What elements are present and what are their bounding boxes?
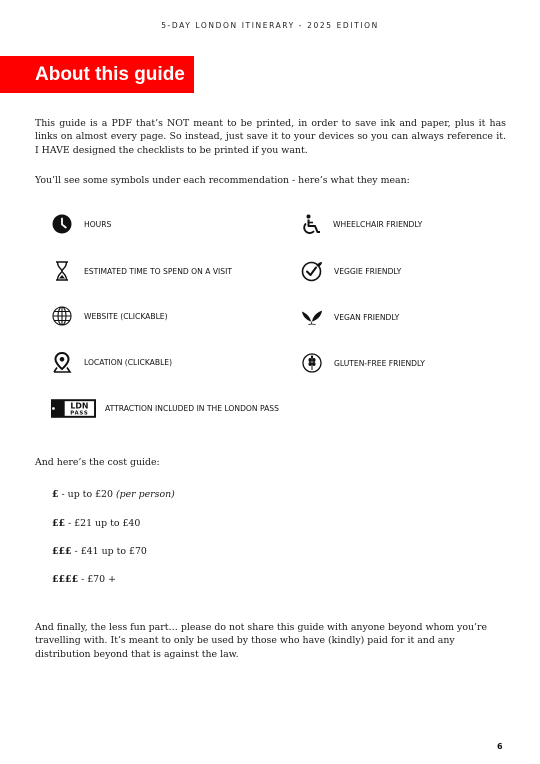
ldn-pass-icon (51, 399, 96, 418)
symbol-label-london-pass: ATTRACTION INCLUDED IN THE LONDON PASS (105, 404, 279, 413)
symbol-label-hours: HOURS (84, 219, 112, 229)
symbol-location (51, 351, 172, 373)
symbol-london-pass (51, 399, 279, 418)
clock-icon (51, 213, 73, 235)
page-title: About this guide (35, 64, 185, 85)
symbol-gluten (301, 352, 425, 374)
wheelchair-icon (301, 213, 323, 235)
vegan-leaf-icon (301, 306, 323, 328)
symbols-intro: You’ll see some symbols under each recommendation - here’s what they mean: (35, 175, 410, 186)
cost-intro: And here’s the cost guide: (35, 457, 160, 468)
globe-icon (51, 305, 73, 327)
symbol-label-veggie: VEGGIE FRIENDLY (334, 266, 402, 276)
symbol-vegan (301, 306, 399, 328)
symbol-label-vegan: VEGAN FRIENDLY (334, 312, 400, 322)
symbol-label-gluten: GLUTEN-FREE FRIENDLY (334, 358, 425, 368)
cost-item: ££££ - £70 + (52, 574, 116, 585)
title-banner (0, 56, 194, 93)
ldn-pass-top: LDN (70, 401, 89, 411)
gluten-free-icon (301, 352, 323, 374)
symbol-label-location: LOCATION (CLICKABLE) (84, 357, 173, 367)
intro-paragraph: This guide is a PDF that’s NOT meant to be printed, in order to save ink and paper, plus it has links on almost every page. So instead, just save it to your devices so you can always reference it. I HAVE designed the checklists to be printed if you want. (35, 118, 506, 156)
hourglass-icon (51, 260, 73, 282)
symbol-veggie (301, 260, 401, 282)
symbol-time (51, 260, 232, 282)
cost-item: £ - up to £20 (per person) (52, 489, 175, 500)
symbol-label-wheelchair: WHEELCHAIR FRIENDLY (333, 219, 423, 229)
symbol-website (51, 305, 168, 327)
symbol-label-time: ESTIMATED TIME TO SPEND ON A VISIT (84, 266, 232, 276)
symbol-hours (51, 213, 111, 235)
closing-paragraph: And finally, the less fun part… please do not share this guide with anyone beyond whom you’re travelling with. It’s meant to only be used by those who have (kindly) paid for it and any distribution beyond that is against the law. (35, 622, 488, 660)
map-pin-icon (51, 351, 73, 373)
ldn-pass-bottom: PASS (70, 410, 89, 417)
cost-item: £££ - £41 up to £70 (52, 546, 147, 557)
page-number: 6 (497, 742, 503, 751)
veggie-check-icon (301, 260, 323, 282)
symbol-label-website: WEBSITE (CLICKABLE) (84, 311, 168, 321)
cost-item: ££ - £21 up to £40 (52, 518, 141, 529)
symbol-wheelchair (301, 213, 422, 235)
running-header: 5-DAY LONDON ITINERARY - 2025 EDITION (161, 21, 379, 30)
